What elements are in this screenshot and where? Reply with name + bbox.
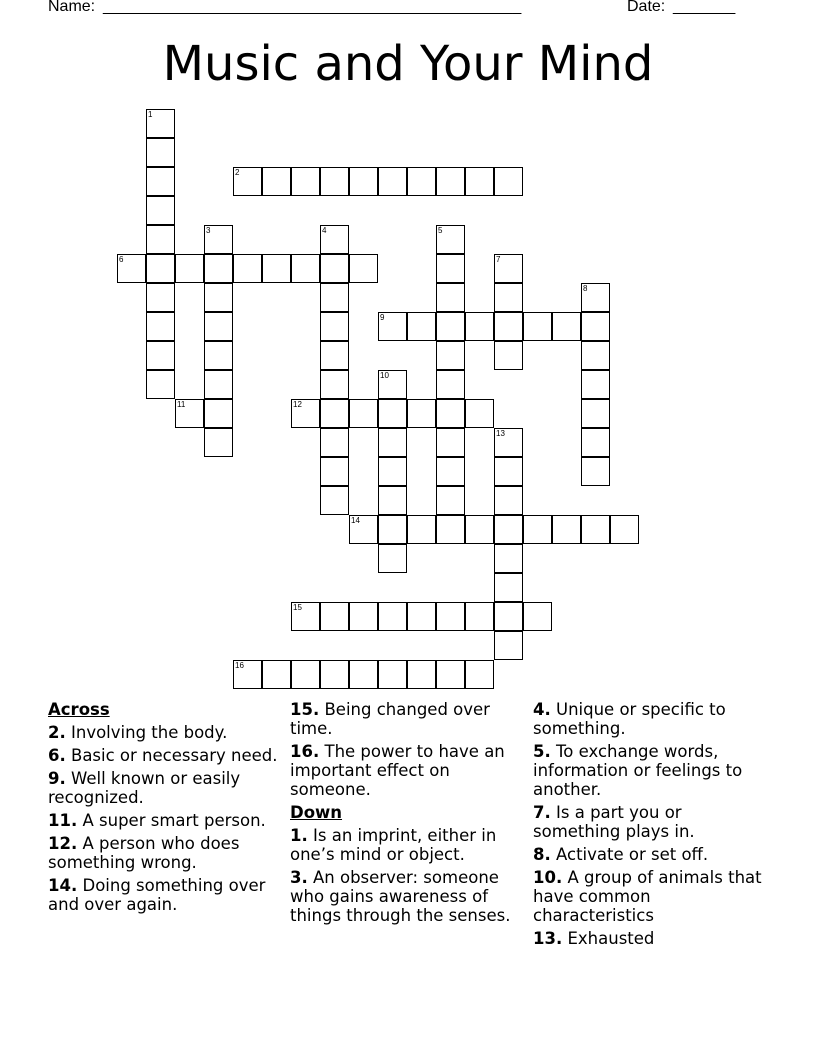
date-line[interactable]: _______ bbox=[673, 0, 736, 15]
crossword-cell[interactable] bbox=[494, 312, 523, 341]
crossword-cell[interactable] bbox=[494, 486, 523, 515]
crossword-cell[interactable] bbox=[552, 515, 581, 544]
crossword-cell[interactable] bbox=[610, 515, 639, 544]
crossword-cell[interactable] bbox=[320, 370, 349, 399]
clue-down-13 bbox=[533, 929, 773, 948]
crossword-cell[interactable] bbox=[146, 283, 175, 312]
down-heading: Down bbox=[290, 803, 343, 822]
crossword-cell[interactable] bbox=[146, 370, 175, 399]
crossword-cell[interactable] bbox=[407, 167, 436, 196]
crossword-cell[interactable] bbox=[465, 399, 494, 428]
crossword-cell[interactable] bbox=[581, 515, 610, 544]
clue-text: Is a part you or something plays in. bbox=[533, 803, 695, 841]
clue-text: A group of animals that have common characteristics bbox=[533, 868, 762, 925]
crossword-cell[interactable] bbox=[146, 225, 175, 254]
clue-across-6 bbox=[48, 746, 280, 765]
cell-number: 16 bbox=[235, 661, 244, 670]
clue-number: 13. bbox=[533, 929, 563, 948]
cell-number: 2 bbox=[235, 168, 240, 177]
crossword-cell[interactable] bbox=[436, 515, 465, 544]
crossword-cell[interactable] bbox=[523, 602, 552, 631]
crossword-cell[interactable] bbox=[581, 428, 610, 457]
clue-text: A person who does something wrong. bbox=[48, 834, 240, 872]
crossword-cell[interactable] bbox=[117, 254, 146, 283]
crossword-cell[interactable] bbox=[494, 515, 523, 544]
cell-number: 15 bbox=[293, 603, 302, 612]
crossword-cell[interactable] bbox=[407, 312, 436, 341]
crossword-cell[interactable] bbox=[378, 370, 407, 399]
crossword-cell[interactable] bbox=[349, 399, 378, 428]
crossword-cell[interactable] bbox=[291, 660, 320, 689]
clue-number: 11. bbox=[48, 811, 78, 830]
crossword-cell[interactable] bbox=[320, 457, 349, 486]
crossword-cell[interactable] bbox=[146, 167, 175, 196]
crossword-cell[interactable] bbox=[494, 602, 523, 631]
clue-text: Basic or necessary need. bbox=[71, 746, 278, 765]
clue-across-16 bbox=[290, 742, 522, 799]
crossword-cell[interactable] bbox=[494, 631, 523, 660]
clue-text: To exchange words, information or feelings to another. bbox=[533, 742, 743, 799]
clue-down-5 bbox=[533, 742, 773, 799]
crossword-cell[interactable] bbox=[581, 312, 610, 341]
clue-number: 3. bbox=[290, 868, 308, 887]
clue-text: Unique or specific to something. bbox=[533, 700, 726, 738]
crossword-cell[interactable] bbox=[436, 486, 465, 515]
clue-number: 6. bbox=[48, 746, 66, 765]
clue-text: Involving the body. bbox=[71, 723, 228, 742]
cell-number: 4 bbox=[322, 226, 327, 235]
crossword-cell[interactable] bbox=[378, 486, 407, 515]
crossword-cell[interactable] bbox=[378, 428, 407, 457]
crossword-cell[interactable] bbox=[233, 254, 262, 283]
crossword-cell[interactable] bbox=[291, 602, 320, 631]
crossword-cell[interactable] bbox=[320, 341, 349, 370]
clue-text: Is an imprint, either in one’s mind or object. bbox=[290, 826, 497, 864]
crossword-cell[interactable] bbox=[581, 341, 610, 370]
crossword-cell[interactable] bbox=[204, 428, 233, 457]
clue-text: The power to have an important effect on someone. bbox=[290, 742, 505, 799]
crossword-cell[interactable] bbox=[465, 167, 494, 196]
clue-number: 14. bbox=[48, 876, 78, 895]
crossword-cell[interactable] bbox=[291, 167, 320, 196]
clue-down-4 bbox=[533, 700, 773, 738]
crossword-cell[interactable] bbox=[233, 167, 262, 196]
crossword-cell[interactable] bbox=[146, 138, 175, 167]
crossword-cell[interactable] bbox=[320, 602, 349, 631]
clue-text: Exhausted bbox=[567, 929, 655, 948]
clue-text: Activate or set off. bbox=[556, 845, 709, 864]
crossword-cell[interactable] bbox=[494, 167, 523, 196]
clue-across-2 bbox=[48, 723, 280, 742]
clue-number: 4. bbox=[533, 700, 551, 719]
crossword-cell[interactable] bbox=[146, 109, 175, 138]
crossword-cell[interactable] bbox=[494, 457, 523, 486]
crossword-cell[interactable] bbox=[233, 660, 262, 689]
crossword-cell[interactable] bbox=[204, 341, 233, 370]
crossword-cell[interactable] bbox=[320, 225, 349, 254]
crossword-cell[interactable] bbox=[494, 254, 523, 283]
cell-number: 7 bbox=[496, 255, 501, 264]
clue-down-3 bbox=[290, 868, 522, 925]
crossword-cell[interactable] bbox=[320, 399, 349, 428]
page-title: Music and Your Mind bbox=[162, 36, 654, 92]
crossword-cell[interactable] bbox=[146, 196, 175, 225]
crossword-cell[interactable] bbox=[291, 399, 320, 428]
cell-number: 1 bbox=[148, 110, 153, 119]
crossword-cell[interactable] bbox=[349, 515, 378, 544]
clue-number: 9. bbox=[48, 769, 66, 788]
crossword-cell[interactable] bbox=[436, 602, 465, 631]
crossword-cell[interactable] bbox=[378, 660, 407, 689]
clue-across-15 bbox=[290, 700, 522, 738]
crossword-cell[interactable] bbox=[378, 515, 407, 544]
crossword-cell[interactable] bbox=[320, 283, 349, 312]
cell-number: 12 bbox=[293, 400, 302, 409]
clue-number: 5. bbox=[533, 742, 551, 761]
clue-text: Well known or easily recognized. bbox=[48, 769, 241, 807]
crossword-cell[interactable] bbox=[320, 167, 349, 196]
crossword-cell[interactable] bbox=[320, 254, 349, 283]
crossword-cell[interactable] bbox=[349, 660, 378, 689]
crossword-cell[interactable] bbox=[378, 399, 407, 428]
across-heading: Across bbox=[48, 700, 110, 719]
crossword-cell[interactable] bbox=[465, 602, 494, 631]
crossword-cell[interactable] bbox=[494, 283, 523, 312]
crossword-cell[interactable] bbox=[175, 254, 204, 283]
crossword-cell[interactable] bbox=[436, 428, 465, 457]
crossword-cell[interactable] bbox=[204, 283, 233, 312]
crossword-cell[interactable] bbox=[436, 370, 465, 399]
crossword-cell[interactable] bbox=[320, 312, 349, 341]
crossword-cell[interactable] bbox=[204, 370, 233, 399]
cell-number: 3 bbox=[206, 226, 211, 235]
clue-number: 8. bbox=[533, 845, 551, 864]
crossword-cell[interactable] bbox=[204, 399, 233, 428]
clues-column-3 bbox=[533, 700, 773, 952]
cell-number: 5 bbox=[438, 226, 443, 235]
crossword-cell[interactable] bbox=[262, 660, 291, 689]
name-label: Name: bbox=[48, 0, 96, 15]
crossword-cell[interactable] bbox=[436, 660, 465, 689]
crossword-cell[interactable] bbox=[436, 399, 465, 428]
clue-number: 1. bbox=[290, 826, 308, 845]
clue-number: 2. bbox=[48, 723, 66, 742]
clue-down-7 bbox=[533, 803, 773, 841]
crossword-cell[interactable] bbox=[349, 167, 378, 196]
crossword-cell[interactable] bbox=[378, 457, 407, 486]
crossword-cell[interactable] bbox=[146, 341, 175, 370]
crossword-cell[interactable] bbox=[523, 515, 552, 544]
crossword-cell[interactable] bbox=[494, 544, 523, 573]
clue-text: Being changed over time. bbox=[290, 700, 490, 738]
crossword-cell[interactable] bbox=[204, 312, 233, 341]
clue-across-11 bbox=[48, 811, 280, 830]
clue-across-14 bbox=[48, 876, 280, 914]
clue-down-8 bbox=[533, 845, 773, 864]
clue-number: 12. bbox=[48, 834, 78, 853]
name-line[interactable]: _______________________________________________ bbox=[103, 0, 522, 15]
crossword-cell[interactable] bbox=[465, 312, 494, 341]
crossword-cell[interactable] bbox=[407, 602, 436, 631]
crossword-cell[interactable] bbox=[436, 167, 465, 196]
clues-column-2 bbox=[290, 700, 522, 929]
clue-across-12 bbox=[48, 834, 280, 872]
clue-text: An observer: someone who gains awareness of things through the senses. bbox=[290, 868, 511, 925]
clues-column-1 bbox=[48, 700, 280, 918]
crossword-cell[interactable] bbox=[436, 341, 465, 370]
crossword-cell[interactable] bbox=[436, 254, 465, 283]
cell-number: 6 bbox=[119, 255, 124, 264]
cell-number: 13 bbox=[496, 429, 505, 438]
crossword-cell[interactable] bbox=[552, 312, 581, 341]
clue-number: 7. bbox=[533, 803, 551, 822]
crossword-cell[interactable] bbox=[436, 225, 465, 254]
clue-across-9 bbox=[48, 769, 280, 807]
crossword-cell[interactable] bbox=[349, 602, 378, 631]
crossword-cell[interactable] bbox=[581, 283, 610, 312]
cell-number: 11 bbox=[177, 400, 186, 409]
crossword-cell[interactable] bbox=[204, 225, 233, 254]
clue-number: 16. bbox=[290, 742, 320, 761]
crossword-cell[interactable] bbox=[262, 254, 291, 283]
crossword-cell[interactable] bbox=[436, 457, 465, 486]
crossword-cell[interactable] bbox=[523, 312, 552, 341]
crossword-cell[interactable] bbox=[320, 428, 349, 457]
crossword-cell[interactable] bbox=[407, 515, 436, 544]
crossword-cell[interactable] bbox=[581, 399, 610, 428]
crossword-cell[interactable] bbox=[407, 660, 436, 689]
crossword-cell[interactable] bbox=[465, 515, 494, 544]
crossword-cell[interactable] bbox=[146, 254, 175, 283]
crossword-cell[interactable] bbox=[581, 457, 610, 486]
crossword-cell[interactable] bbox=[378, 312, 407, 341]
crossword-cell[interactable] bbox=[320, 660, 349, 689]
crossword-cell[interactable] bbox=[175, 399, 204, 428]
crossword-cell[interactable] bbox=[494, 573, 523, 602]
crossword-cell[interactable] bbox=[465, 660, 494, 689]
crossword-cell[interactable] bbox=[378, 167, 407, 196]
crossword-cell[interactable] bbox=[262, 167, 291, 196]
crossword-cell[interactable] bbox=[436, 283, 465, 312]
crossword-cell[interactable] bbox=[291, 254, 320, 283]
crossword-cell[interactable] bbox=[494, 428, 523, 457]
crossword-cell[interactable] bbox=[378, 602, 407, 631]
cell-number: 9 bbox=[380, 313, 385, 322]
crossword-cell[interactable] bbox=[320, 486, 349, 515]
crossword-cell[interactable] bbox=[204, 254, 233, 283]
crossword-cell[interactable] bbox=[407, 399, 436, 428]
clue-down-1 bbox=[290, 826, 522, 864]
cell-number: 14 bbox=[351, 516, 360, 525]
crossword-cell[interactable] bbox=[494, 341, 523, 370]
clue-text: Doing something over and over again. bbox=[48, 876, 266, 914]
crossword-cell[interactable] bbox=[581, 370, 610, 399]
date-label: Date: bbox=[627, 0, 666, 15]
clue-number: 15. bbox=[290, 700, 320, 719]
cell-number: 8 bbox=[583, 284, 588, 293]
clue-down-10 bbox=[533, 868, 773, 925]
crossword-cell[interactable] bbox=[349, 254, 378, 283]
crossword-cell[interactable] bbox=[146, 312, 175, 341]
clue-text: A super smart person. bbox=[82, 811, 266, 830]
crossword-cell[interactable] bbox=[378, 544, 407, 573]
clue-number: 10. bbox=[533, 868, 563, 887]
cell-number: 10 bbox=[380, 371, 389, 380]
crossword-cell[interactable] bbox=[436, 312, 465, 341]
